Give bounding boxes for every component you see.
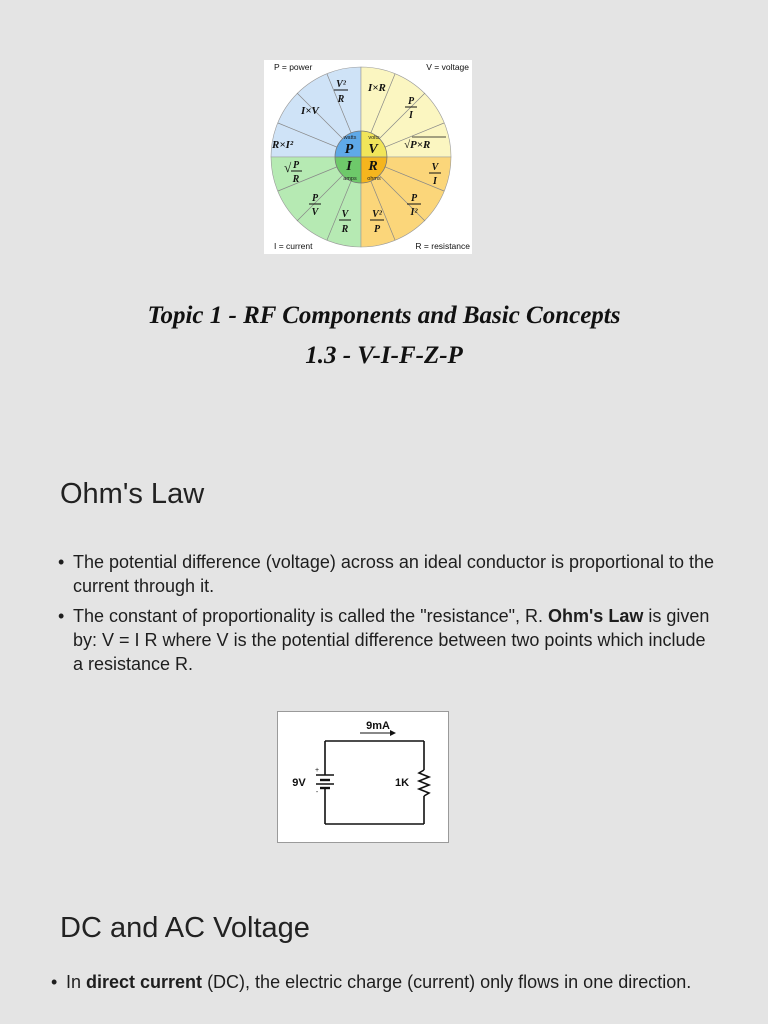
formula-v2-over-p-num: V² [372,209,382,220]
circuit-diagram [277,711,449,843]
dc-ac-bullets [51,970,721,1000]
svg-text:R: R [292,174,300,185]
list-item [51,970,721,994]
bullet-text-pre: The constant of proportionality is called the "resistance", R. [73,606,549,626]
center-p: P [344,142,354,157]
formula-v-over-i-num: V [431,162,439,173]
resistor-icon [419,770,429,796]
formula-i-times-v: I×V [301,105,319,117]
formula-v-over-i-den: I [433,176,437,187]
bullet-bold-law: Law [608,606,644,626]
ohms-law-bullets [58,550,718,682]
circuit-svg [278,712,448,842]
legend-resistance: R = resistance [415,241,470,251]
formula-v-over-r-den: R [341,224,349,235]
formula-p-over-v-den: V [311,207,319,218]
bullet-bold-direct-current: direct current [86,972,203,992]
ohms-law-wheel [264,60,472,254]
formula-p-over-i2-num: P [410,193,418,204]
minus-sign: - [315,789,319,796]
voltage-label: 9V [292,777,306,789]
center-amps-label: amps [343,176,357,182]
bullet-bold-ohms: Ohm's [548,606,604,626]
formula-v2-over-p-den: P [373,224,381,235]
bullet-icon: • [58,552,65,572]
topic-subtitle: 1.3 - V-I-F-Z-P [305,342,463,369]
svg-text:P: P [292,160,300,171]
center-ohms-label: ohms [367,176,381,182]
center-v: V [368,142,378,157]
formula-v2-over-r-num: V² [336,79,346,90]
bullet-icon: • [51,972,58,992]
formula-r-times-i2: R×I² [272,139,294,151]
center-volts-label: volts [368,135,380,141]
bullet-text-post: (DC), the electric charge (current) only flows in one direction. [202,972,692,992]
formula-sqrt-pr: √P×R [404,139,431,151]
list-item [58,550,718,598]
formula-p-over-i-den: I [409,110,413,121]
bullet-text: The potential difference (voltage) across an ideal conductor is proportional to the current through it. [73,552,715,596]
list-item [58,604,718,676]
bullet-text-pre: In [66,972,87,992]
center-r: R [368,159,378,174]
formula-v2-over-r-den: R [337,94,345,105]
current-label: 9mA [366,720,390,732]
legend-power: P = power [274,62,313,72]
ohms-law-wheel-figure [264,60,472,254]
center-i: I [346,159,352,174]
section-heading-dc-ac: DC and AC Voltage [60,912,310,944]
formula-i-times-r: I×R [368,82,386,94]
topic-title: Topic 1 - RF Components and Basic Concepts [147,302,621,329]
battery-icon [316,775,334,788]
section-heading-ohms-law: Ohm's Law [60,478,205,510]
bullet-text-post: is given by: V = I R where V is the potential difference between two points which include a resistance R. [73,606,710,674]
bullet-icon: • [58,606,65,626]
center-watts-label: watts [343,135,357,141]
formula-p-over-v-num: P [311,193,319,204]
formula-p-over-i2-den: I² [410,207,418,218]
legend-voltage: V = voltage [426,62,469,72]
plus-sign: + [314,767,320,774]
formula-sqrt-p-over-r: √ [284,160,292,175]
legend-current: I = current [274,241,313,251]
resistor-label: 1K [394,777,410,789]
formula-p-over-i-num: P [407,96,415,107]
formula-v-over-r-num: V [341,209,349,220]
